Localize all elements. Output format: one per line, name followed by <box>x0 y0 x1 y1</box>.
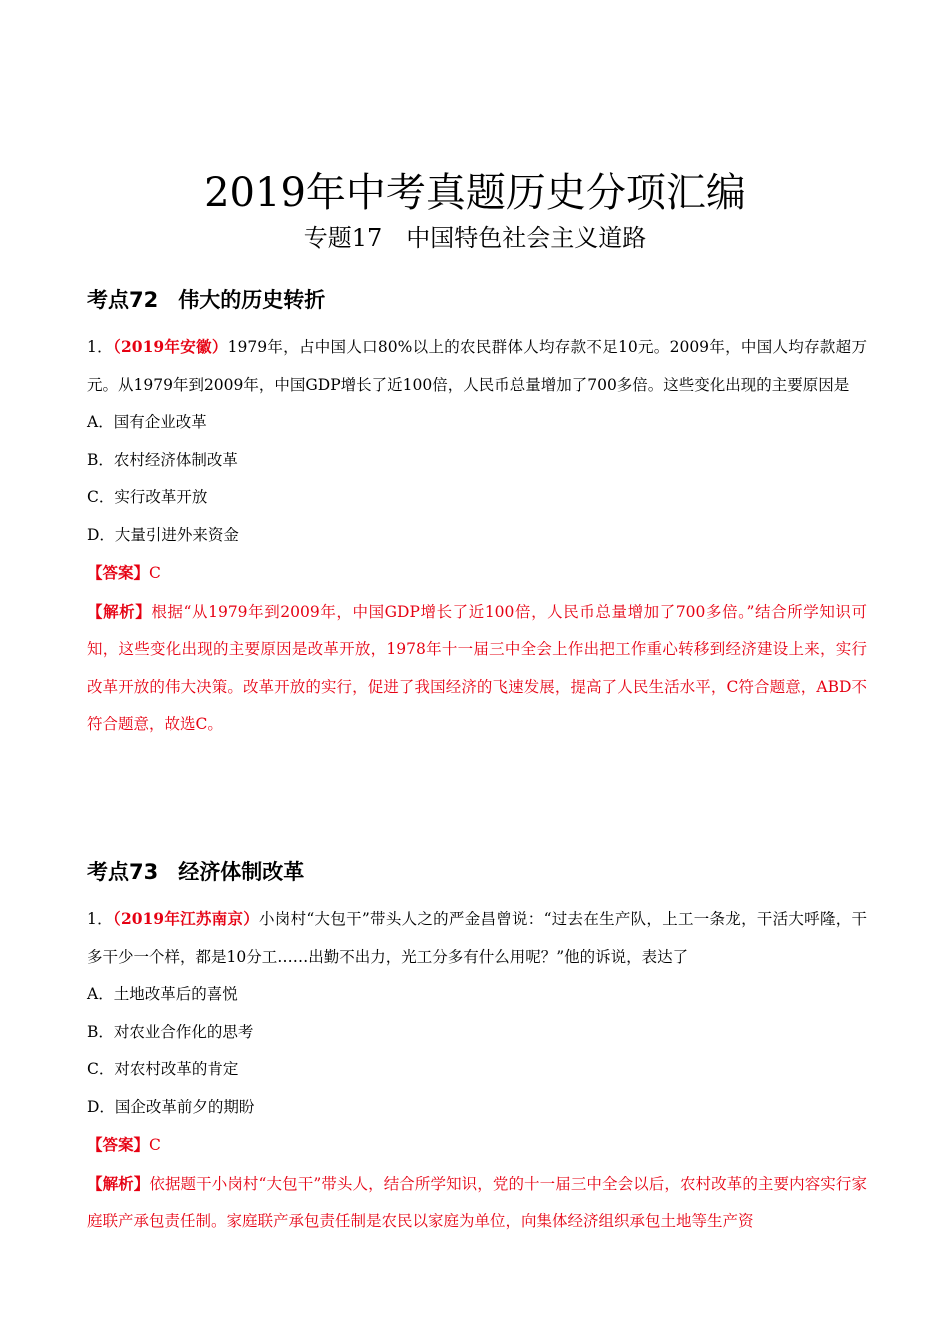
analysis-text: 根据“从1979年到2009年，中国GDP增长了近100倍，人民币总量增加了700多倍。”结合所学知识可知，这些变化出现的主要原因是改革开放，1978年十一届三中全会上作出把工作重心转移到经济建设上来，实行改革开放的伟大决策。改革开放的实行，促进了我国经济的飞速发展，提高了人民生活水平，C符合题意，ABD不符合题意，故选C。 <box>87 602 867 733</box>
section-number: 考点72 <box>87 288 159 312</box>
analysis-paragraph <box>87 593 867 744</box>
section-number: 考点73 <box>87 860 159 884</box>
analysis-text: 依据题干小岗村“大包干”带头人，结合所学知识，党的十一届三中全会以后，农村改革的主要内容实行家庭联产承包责任制。家庭联产承包责任制是农民以家庭为单位，向集体经济组织承包土地等生产资 <box>87 1174 867 1230</box>
topic-subtitle <box>0 222 950 254</box>
answer-label: 【答案】 <box>87 563 150 582</box>
topic-name: 中国特色社会主义道路 <box>406 224 647 252</box>
section-heading <box>87 858 867 886</box>
question-stem <box>87 900 867 976</box>
option-a: A．国有企业改革 <box>87 413 207 431</box>
option-b: B．对农业合作化的思考 <box>87 1022 254 1041</box>
option-c: C．实行改革开放 <box>87 488 208 506</box>
section-kaodian-72 <box>87 286 867 744</box>
answer-line <box>87 1126 867 1165</box>
answer-value: C <box>149 564 161 582</box>
option-c: C．对农村改革的肯定 <box>87 1060 239 1078</box>
section-heading <box>87 286 867 314</box>
option-a: A．土地改革后的喜悦 <box>87 985 238 1003</box>
question-text: 1979年，占中国人口80%以上的农民群体人均存款不足10元。2009年，中国人均存款超万元。从1979年到2009年，中国GDP增长了近100倍，人民币总量增加了700多倍。这些变化出现的主要原因是 <box>87 338 867 394</box>
option-b: B．农村经济体制改革 <box>87 450 238 469</box>
answer-line <box>87 554 867 593</box>
topic-number: 专题17 <box>303 224 383 252</box>
question-stem <box>87 328 867 404</box>
question-number: 1． <box>87 338 113 356</box>
option-d: D．国企改革前夕的期盼 <box>87 1097 255 1116</box>
question-source: （2019年江苏南京） <box>112 909 260 928</box>
section-title: 经济体制改革 <box>178 860 305 884</box>
section-kaodian-73 <box>87 858 867 1241</box>
answer-label: 【答案】 <box>87 1135 150 1154</box>
analysis-paragraph <box>87 1165 867 1241</box>
question-source: （2019年安徽） <box>112 337 228 356</box>
analysis-label: 【解析】 <box>87 1173 150 1193</box>
page-title: 2019年中考真题历史分项汇编 <box>204 169 746 216</box>
analysis-label: 【解析】 <box>87 601 152 621</box>
answer-value: C <box>149 1136 161 1154</box>
section-title: 伟大的历史转折 <box>178 288 326 312</box>
question-number: 1． <box>87 910 113 928</box>
question-text: 小岗村“大包干”带头人之的严金昌曾说：“过去在生产队，上工一条龙，干活大呼隆，干多干少一个样，都是10分工……出勤不出力，光工分多有什么用呢？”他的诉说，表达了 <box>87 910 867 966</box>
option-d: D．大量引进外来资金 <box>87 525 239 544</box>
